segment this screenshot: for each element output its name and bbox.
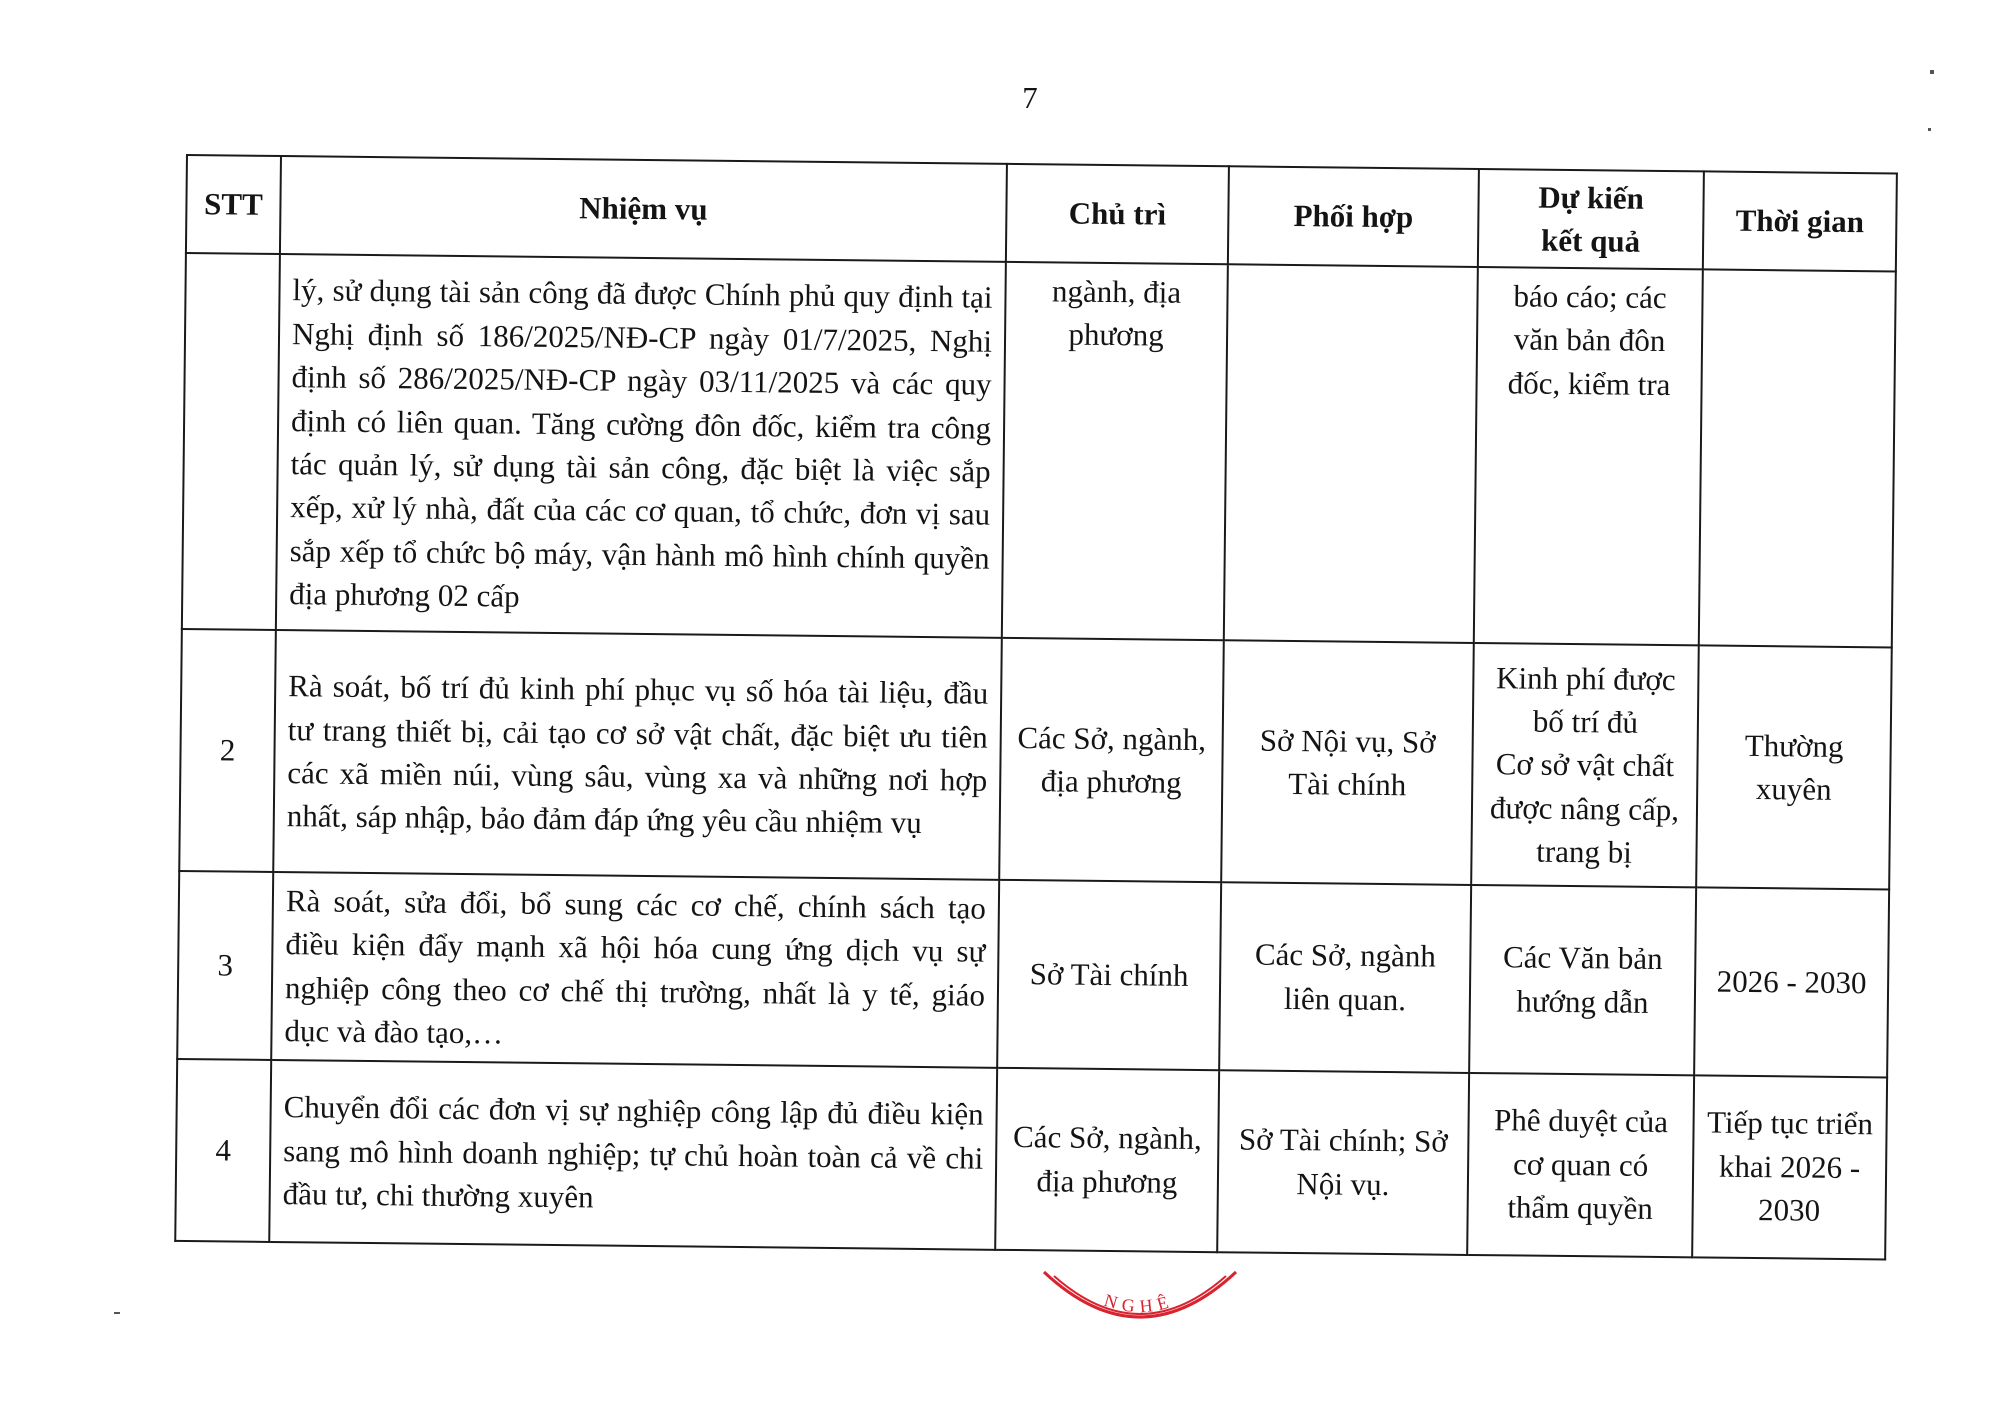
- cell-task: Rà soát, bố trí đủ kinh phí phục vụ số hóa tài liệu, đầu tư trang thiết bị, cải tạo cơ sở vật chất, đặc biệt ưu tiên các xã miền núi, vùng sâu, vùng xa và những nơi hợp nhất, sáp nhập, bảo đảm đáp ứng yêu cầu nhiệm vụ: [273, 630, 1002, 880]
- cell-result-line: Các Văn bản hướng dẫn: [1502, 939, 1663, 1020]
- cell-coordinate: Sở Tài chính; Sở Nội vụ.: [1217, 1070, 1469, 1255]
- scan-speck: [1930, 70, 1934, 74]
- cell-time: Thường xuyên: [1696, 645, 1892, 889]
- scan-speck: [114, 1312, 120, 1314]
- cell-lead: ngành, địa phương: [1002, 262, 1228, 640]
- cell-lead: Sở Tài chính: [997, 880, 1221, 1070]
- cell-lead: Các Sở, ngành, địa phương: [995, 1067, 1219, 1251]
- header-stt: STT: [186, 155, 281, 254]
- cell-coordinate: [1224, 264, 1478, 643]
- cell-result-line: báo cáo; các văn bản đôn đốc, kiểm tra: [1507, 278, 1671, 402]
- cell-task: Rà soát, sửa đổi, bổ sung các cơ chế, chính sách tạo điều kiện đẩy mạnh xã hội hóa cung ứng dịch vụ sự nghiệp công theo cơ chế thị trường, nhất là y tế, giáo dục và đào tạo,…: [271, 872, 999, 1067]
- cell-result: [1471, 643, 1699, 887]
- cell-result-line: Kinh phí được bố trí đủ: [1495, 659, 1676, 740]
- seal-text: NGHỆ: [1101, 1289, 1177, 1317]
- cell-stt: 2: [179, 629, 276, 872]
- official-seal-stamp: [1040, 1262, 1240, 1342]
- table-header-row: [186, 155, 1897, 271]
- table-row: [179, 629, 1892, 889]
- cell-task: lý, sử dụng tài sản công đã được Chính phủ quy định tại Nghị định số 186/2025/NĐ-CP ngày 01/7/2025, Nghị định số 286/2025/NĐ-CP ngày 03/11/2025 và các quy định có liên quan. Tăng cường đôn đốc, kiểm tra công tác quản lý, sử dụng tài sản công, đặc biệt là việc sắp xếp, xử lý nhà, đất của các cơ quan, tổ chức, đơn vị sau sắp xếp tổ chức bộ máy, vận hành mô hình chính quyền địa phương 02 cấp: [276, 254, 1006, 638]
- cell-coordinate: Sở Nội vụ, Sở Tài chính: [1221, 640, 1474, 885]
- cell-result: [1469, 885, 1696, 1075]
- header-coordinate: Phối hợp: [1228, 166, 1479, 267]
- cell-result: [1474, 267, 1703, 645]
- header-lead: Chủ trì: [1006, 164, 1229, 264]
- header-result: [1478, 169, 1704, 269]
- cell-time: [1699, 269, 1896, 647]
- table-row: [177, 871, 1889, 1077]
- cell-lead: Các Sở, ngành, địa phương: [999, 638, 1224, 882]
- cell-time: 2026 - 2030: [1694, 887, 1889, 1077]
- header-result-line2: kết quả: [1540, 222, 1641, 259]
- cell-coordinate: Các Sở, ngành liên quan.: [1219, 882, 1471, 1072]
- cell-stt: 3: [177, 871, 273, 1060]
- cell-stt: [182, 253, 280, 630]
- table-row: [175, 1059, 1887, 1259]
- cell-task: Chuyển đổi các đơn vị sự nghiệp công lập đủ điều kiện sang mô hình doanh nghiệp; tự chủ hoàn toàn cả về chi đầu tư, chi thường xuyên: [269, 1060, 997, 1250]
- cell-result-line: Cơ sở vật chất được nâng cấp, trang bị: [1489, 746, 1680, 870]
- header-task: Nhiệm vụ: [280, 156, 1007, 262]
- scan-speck: [1928, 128, 1931, 131]
- cell-stt: 4: [175, 1059, 271, 1242]
- cell-result: [1467, 1073, 1694, 1257]
- header-time: Thời gian: [1703, 171, 1897, 271]
- cell-result-line: Phê duyệt của cơ quan có thẩm quyền: [1493, 1102, 1669, 1227]
- task-table-wrapper: [174, 154, 1896, 1260]
- page-number: 7: [1022, 80, 1038, 115]
- table-row: [182, 253, 1896, 647]
- cell-time: Tiếp tục triển khai 2026 - 2030: [1692, 1075, 1887, 1259]
- task-table: [174, 154, 1898, 1260]
- header-result-line1: Dự kiến: [1538, 179, 1645, 216]
